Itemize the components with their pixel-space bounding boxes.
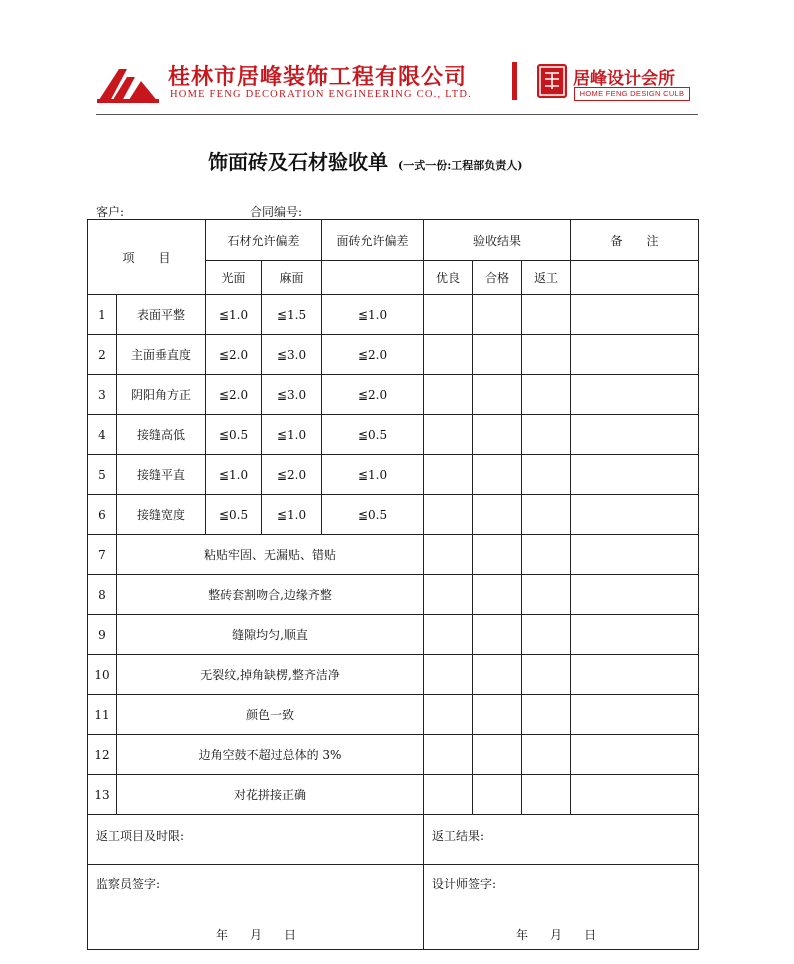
contract-number-label: 合同编号: — [250, 205, 303, 219]
letterhead — [0, 0, 794, 118]
cell-rework[interactable] — [522, 295, 571, 335]
cell-excellent[interactable] — [424, 695, 473, 735]
cell-pass[interactable] — [473, 775, 522, 815]
design-club-name-cn: 居峰设计会所 — [573, 69, 675, 89]
row-number: 4 — [88, 415, 117, 455]
cell-excellent[interactable] — [424, 415, 473, 455]
design-club-seal-icon — [537, 64, 567, 98]
row-polished: ≦2.0 — [206, 375, 262, 415]
supervisor-date — [216, 926, 318, 943]
row-item: 边角空鼓不超过总体的 3% — [117, 735, 424, 775]
row-number: 10 — [88, 655, 117, 695]
row-tile: ≦2.0 — [322, 335, 424, 375]
cell-rework[interactable] — [522, 375, 571, 415]
cell-remark[interactable] — [571, 695, 699, 735]
header-divider — [512, 62, 517, 100]
cell-remark[interactable] — [571, 455, 699, 495]
row-polished: ≦1.0 — [206, 295, 262, 335]
row-number: 3 — [88, 375, 117, 415]
row-matte: ≦3.0 — [262, 335, 322, 375]
header-rework: 返工 — [522, 261, 571, 295]
row-item: 接缝高低 — [117, 415, 206, 455]
rework-items-label: 返工项目及时限: — [96, 829, 185, 843]
date-year: 年 — [216, 928, 229, 942]
row-matte: ≦1.5 — [262, 295, 322, 335]
cell-rework[interactable] — [522, 575, 571, 615]
cell-remark[interactable] — [571, 495, 699, 535]
row-tile: ≦1.0 — [322, 295, 424, 335]
cell-pass[interactable] — [473, 735, 522, 775]
row-polished: ≦1.0 — [206, 455, 262, 495]
cell-excellent[interactable] — [424, 735, 473, 775]
row-number: 13 — [88, 775, 117, 815]
header-excellent: 优良 — [424, 261, 473, 295]
table-row — [88, 615, 699, 655]
row-item: 缝隙均匀,顺直 — [117, 615, 424, 655]
row-number: 11 — [88, 695, 117, 735]
form-title: 饰面砖及石材验收单 — [208, 150, 388, 174]
cell-remark[interactable] — [571, 575, 699, 615]
cell-pass[interactable] — [473, 575, 522, 615]
row-number: 12 — [88, 735, 117, 775]
customer-label: 客户: — [96, 205, 125, 219]
cell-pass[interactable] — [473, 295, 522, 335]
table-row — [88, 535, 699, 575]
header-remarks-blank — [571, 261, 699, 295]
cell-remark[interactable] — [571, 655, 699, 695]
row-item: 整砖套割吻合,边缘齐整 — [117, 575, 424, 615]
cell-rework[interactable] — [522, 615, 571, 655]
header-matte: 麻面 — [262, 261, 322, 295]
row-item: 阴阳角方正 — [117, 375, 206, 415]
company-name-cn: 桂林市居峰装饰工程有限公司 — [168, 65, 468, 90]
row-tile: ≦2.0 — [322, 375, 424, 415]
header-stone-tolerance: 石材允许偏差 — [206, 220, 322, 261]
date-month: 月 — [550, 928, 563, 942]
cell-remark[interactable] — [571, 775, 699, 815]
table-row — [88, 495, 699, 535]
table-row — [88, 455, 699, 495]
row-item: 粘贴牢固、无漏贴、错贴 — [117, 535, 424, 575]
cell-pass[interactable] — [473, 375, 522, 415]
row-number: 9 — [88, 615, 117, 655]
header-remarks: 备 注 — [571, 220, 699, 261]
cell-rework[interactable] — [522, 735, 571, 775]
table-row — [88, 335, 699, 375]
cell-pass[interactable] — [473, 535, 522, 575]
date-day: 日 — [584, 928, 597, 942]
designer-signature-cell[interactable] — [424, 865, 699, 950]
cell-excellent[interactable] — [424, 575, 473, 615]
cell-excellent[interactable] — [424, 375, 473, 415]
designer-date — [516, 926, 618, 943]
cell-excellent[interactable] — [424, 335, 473, 375]
cell-excellent[interactable] — [424, 495, 473, 535]
row-tile: ≦0.5 — [322, 495, 424, 535]
row-item: 表面平整 — [117, 295, 206, 335]
row-tile: ≦0.5 — [322, 415, 424, 455]
row-number: 8 — [88, 575, 117, 615]
header-pass: 合格 — [473, 261, 522, 295]
header-tile-blank — [322, 261, 424, 295]
company-name-en: HOME FENG DECORATION ENGINEERING CO., LTD. — [170, 89, 472, 100]
rework-result-cell[interactable] — [424, 815, 699, 865]
rework-result-label: 返工结果: — [432, 829, 485, 843]
row-number: 5 — [88, 455, 117, 495]
cell-pass[interactable] — [473, 455, 522, 495]
row-number: 7 — [88, 535, 117, 575]
table-row — [88, 735, 699, 775]
form-title-block — [208, 146, 522, 175]
cell-rework[interactable] — [522, 655, 571, 695]
row-matte: ≦2.0 — [262, 455, 322, 495]
row-polished: ≦0.5 — [206, 415, 262, 455]
row-item: 无裂纹,掉角缺楞,整齐洁净 — [117, 655, 424, 695]
cell-rework[interactable] — [522, 695, 571, 735]
cell-rework[interactable] — [522, 535, 571, 575]
supervisor-signature-cell[interactable] — [88, 865, 424, 950]
row-matte: ≦1.0 — [262, 495, 322, 535]
table-row — [88, 655, 699, 695]
row-matte: ≦3.0 — [262, 375, 322, 415]
row-item: 接缝宽度 — [117, 495, 206, 535]
cell-rework[interactable] — [522, 495, 571, 535]
supervisor-signature-label: 监察员签字: — [96, 877, 161, 891]
row-item: 接缝平直 — [117, 455, 206, 495]
cell-remark[interactable] — [571, 295, 699, 335]
row-matte: ≦1.0 — [262, 415, 322, 455]
row-number: 1 — [88, 295, 117, 335]
row-number: 2 — [88, 335, 117, 375]
header-tile-tolerance: 面砖允许偏差 — [322, 220, 424, 261]
cell-remark[interactable] — [571, 615, 699, 655]
cell-pass[interactable] — [473, 495, 522, 535]
row-item: 主面垂直度 — [117, 335, 206, 375]
design-club-name-en: HOME FENG DESIGN CULB — [574, 87, 690, 101]
date-year: 年 — [516, 928, 529, 942]
date-day: 日 — [284, 928, 297, 942]
cell-excellent[interactable] — [424, 655, 473, 695]
acceptance-table — [87, 219, 699, 950]
header-item: 项 目 — [88, 220, 206, 295]
cell-rework[interactable] — [522, 335, 571, 375]
cell-remark[interactable] — [571, 375, 699, 415]
company-logo-icon — [97, 63, 159, 103]
row-polished: ≦2.0 — [206, 335, 262, 375]
table-row — [88, 375, 699, 415]
rework-items-cell[interactable] — [88, 815, 424, 865]
cell-excellent[interactable] — [424, 455, 473, 495]
row-tile: ≦1.0 — [322, 455, 424, 495]
row-number: 6 — [88, 495, 117, 535]
cell-remark[interactable] — [571, 735, 699, 775]
form-subtitle: (一式一份:工程部负责人) — [398, 159, 523, 172]
cell-pass[interactable] — [473, 655, 522, 695]
cell-rework[interactable] — [522, 775, 571, 815]
cell-pass[interactable] — [473, 615, 522, 655]
header-polished: 光面 — [206, 261, 262, 295]
cell-excellent[interactable] — [424, 775, 473, 815]
table-row — [88, 415, 699, 455]
row-item: 对花拼接正确 — [117, 775, 424, 815]
table-row — [88, 775, 699, 815]
header-acceptance-result: 验收结果 — [424, 220, 571, 261]
table-row — [88, 575, 699, 615]
row-item: 颜色一致 — [117, 695, 424, 735]
cell-excellent[interactable] — [424, 615, 473, 655]
table-row — [88, 695, 699, 735]
cell-remark[interactable] — [571, 415, 699, 455]
row-polished: ≦0.5 — [206, 495, 262, 535]
cell-pass[interactable] — [473, 415, 522, 455]
cell-remark[interactable] — [571, 535, 699, 575]
cell-remark[interactable] — [571, 335, 699, 375]
table-row — [88, 295, 699, 335]
cell-rework[interactable] — [522, 455, 571, 495]
cell-excellent[interactable] — [424, 535, 473, 575]
header-rule — [96, 114, 698, 115]
cell-excellent[interactable] — [424, 295, 473, 335]
cell-pass[interactable] — [473, 695, 522, 735]
cell-rework[interactable] — [522, 415, 571, 455]
date-month: 月 — [250, 928, 263, 942]
designer-signature-label: 设计师签字: — [432, 877, 497, 891]
cell-pass[interactable] — [473, 335, 522, 375]
